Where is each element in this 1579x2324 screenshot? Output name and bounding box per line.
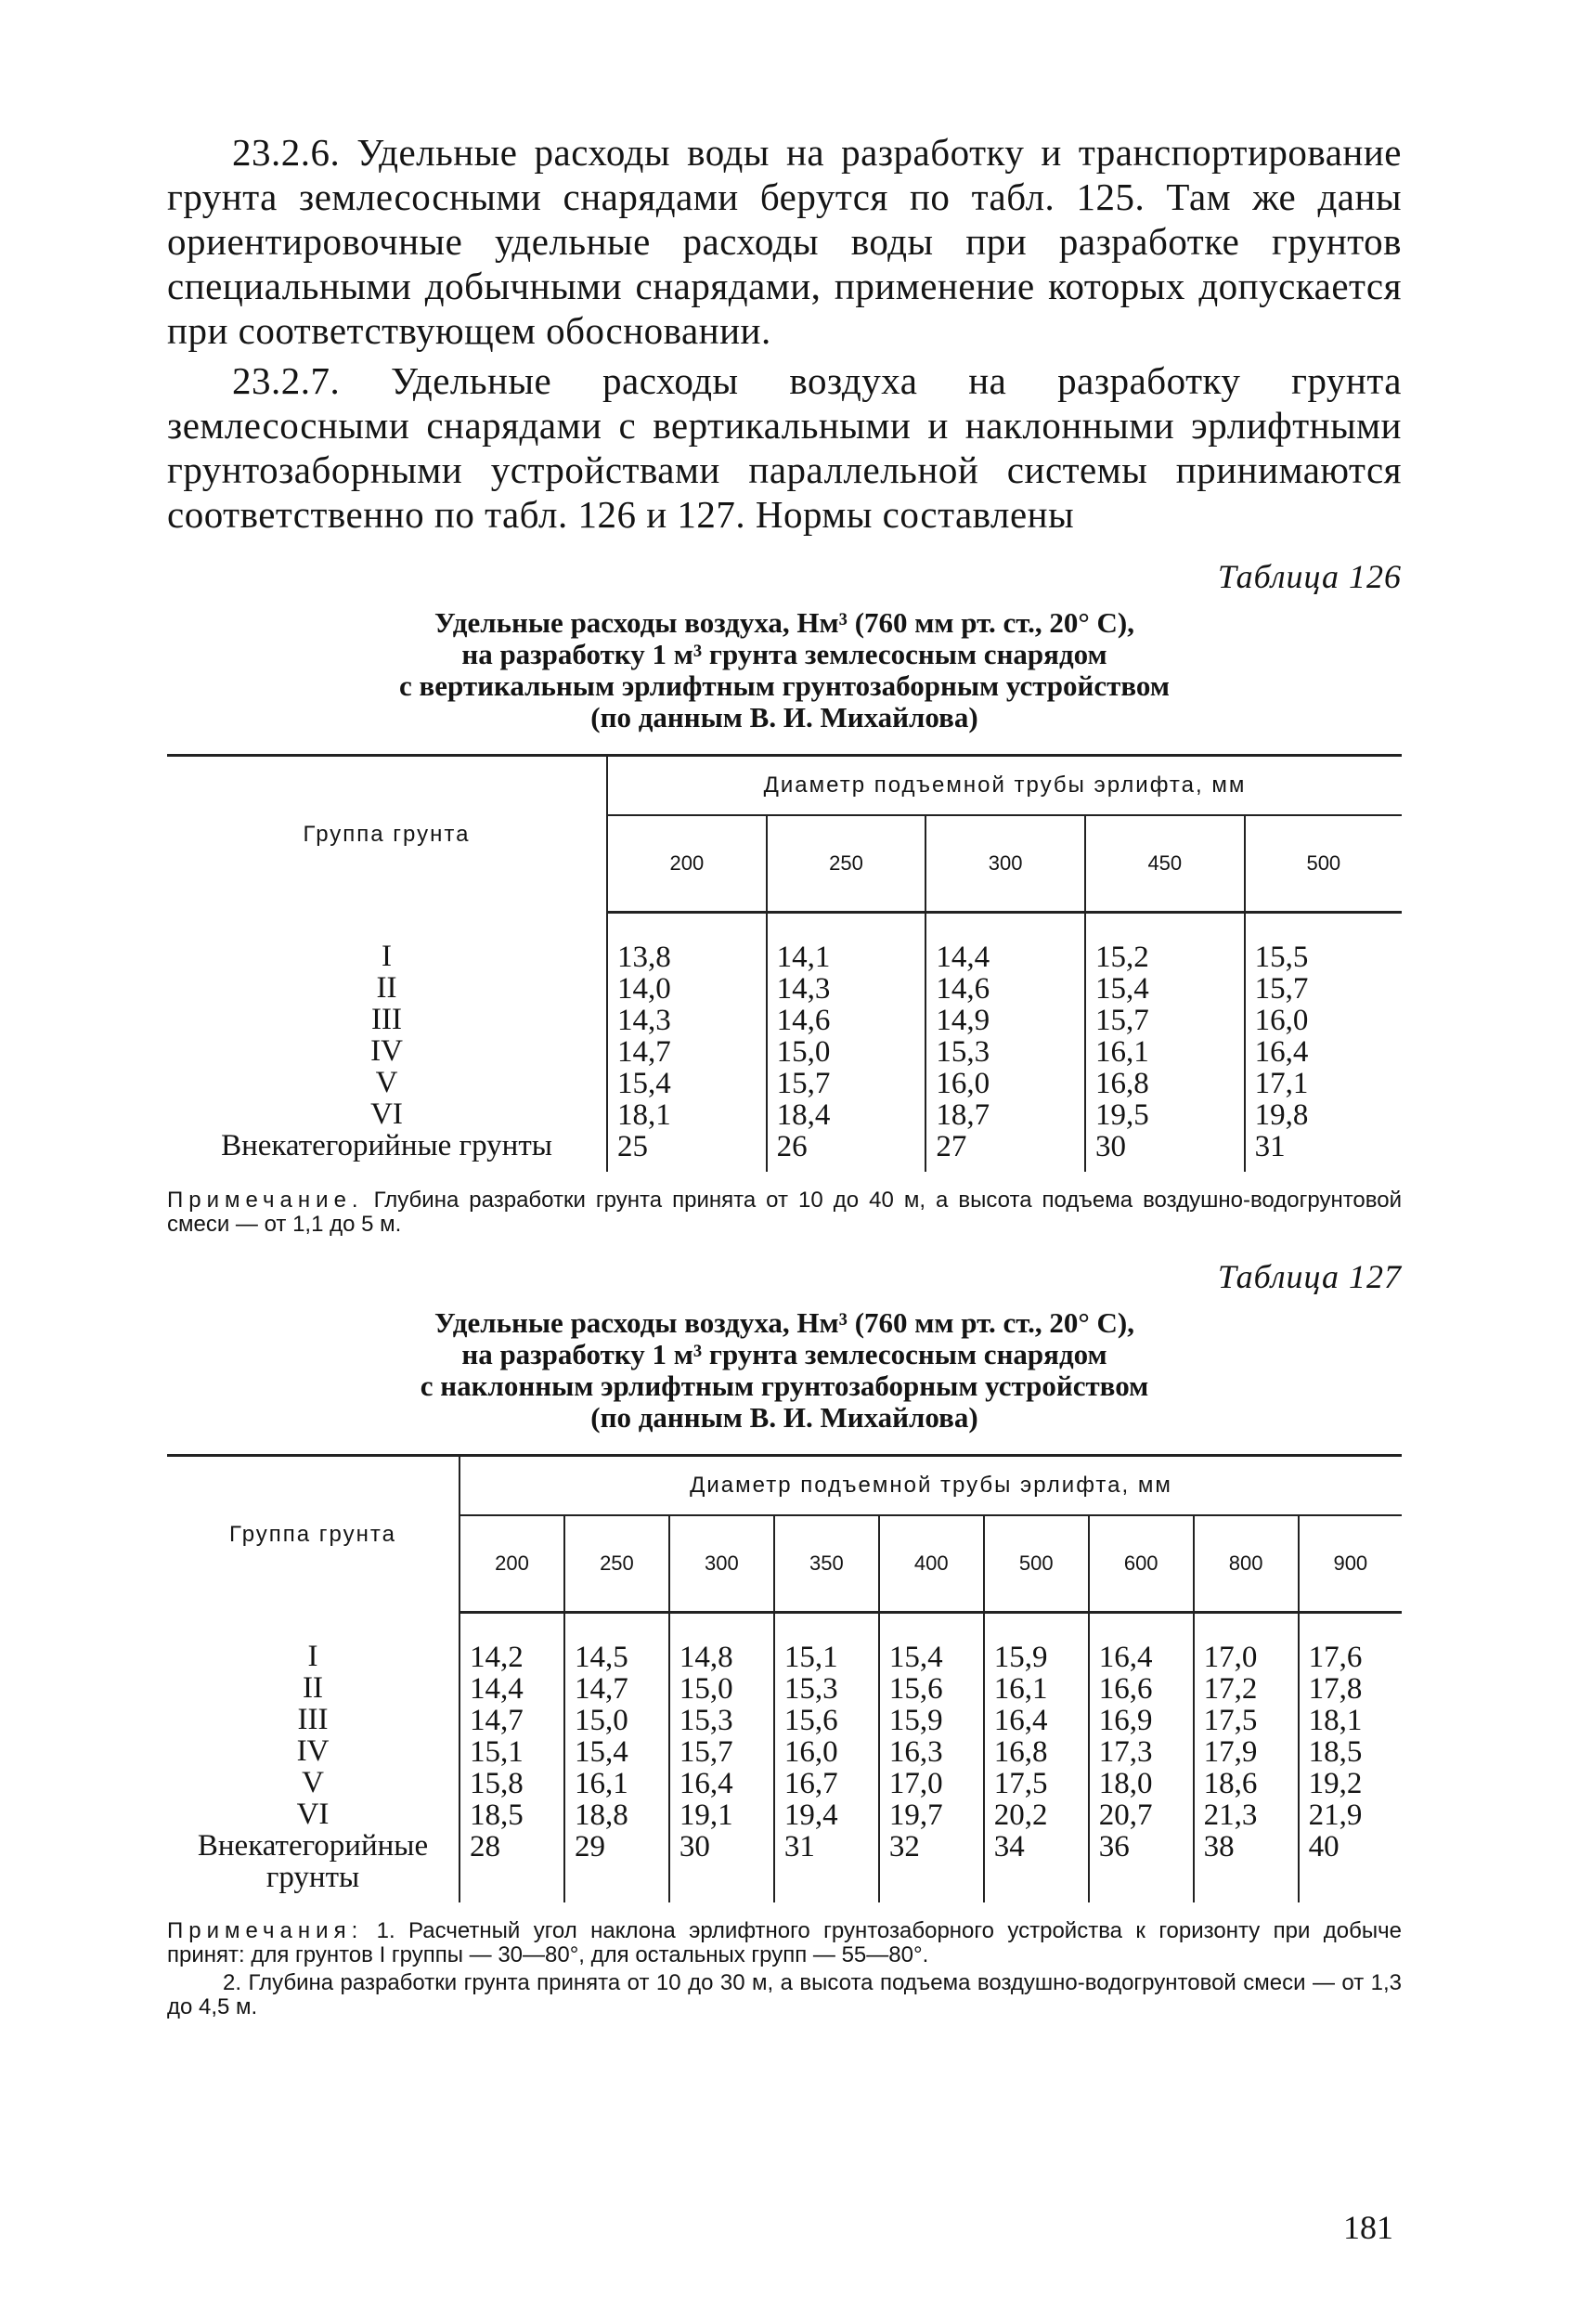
value-cell: 19,1: [679, 1798, 733, 1832]
value-cell: 14,2: [470, 1641, 524, 1674]
value-cell: 17,5: [1203, 1704, 1258, 1737]
value-cell: 18,5: [470, 1798, 524, 1832]
caption-line: Удельные расходы воздуха, Нм³ (760 мм рт. ст., 20° С),: [434, 606, 1134, 639]
value-cell: 14,8: [679, 1641, 733, 1674]
table-row: [167, 1613, 1402, 1902]
value-cell: 18,1: [617, 1098, 671, 1132]
value-cell: 15,0: [776, 1035, 831, 1069]
caption-line: Удельные расходы воздуха, Нм³ (760 мм рт. ст., 20° С),: [434, 1306, 1134, 1339]
value-cell: 16,1: [574, 1767, 628, 1800]
value-cell: 31: [1254, 1130, 1286, 1163]
value-cell: 15,1: [783, 1641, 838, 1674]
value-cell: 16,1: [1094, 1035, 1149, 1069]
value-column-500: [1245, 913, 1402, 1173]
value-cell: 17,8: [1308, 1672, 1363, 1706]
value-cell: 15,7: [1254, 972, 1309, 1006]
note-label: Примечания:: [167, 1917, 364, 1943]
soil-group: IV: [370, 1033, 403, 1068]
value-cell: 19,8: [1254, 1098, 1309, 1132]
value-cell: 16,0: [936, 1067, 990, 1100]
value-cell: 29: [574, 1830, 605, 1863]
table-126: [167, 754, 1402, 1172]
table-127: [167, 1454, 1402, 1902]
value-cell: 17,2: [1203, 1672, 1258, 1706]
value-cell: 20,7: [1098, 1798, 1153, 1832]
value-column-900: [1299, 1613, 1402, 1902]
value-cell: 20,2: [993, 1798, 1048, 1832]
value-cell: 28: [470, 1830, 500, 1863]
diameter-header: 800: [1194, 1515, 1299, 1613]
value-column-400: [879, 1613, 984, 1902]
value-column-800: [1194, 1613, 1299, 1902]
soil-group: III: [371, 1002, 402, 1036]
page-number: 181: [1343, 2209, 1393, 2246]
value-cell: 21,9: [1308, 1798, 1363, 1832]
table-126-label: Таблица 126: [1217, 558, 1402, 595]
paragraph-23-2-6: 23.2.6. Удельные расходы воды на разработку и транспортирование грунта землесосными снарядами берутся по табл. 125. Там же даны ориентировочные удельные расходы воды при разработке грунтов специальными добычными снарядами, применение которых допускается при соответствующем обосновании.: [167, 131, 1402, 352]
soil-group: V: [302, 1765, 324, 1799]
value-cell: 15,4: [617, 1067, 671, 1100]
value-column-450: [1085, 913, 1245, 1173]
value-column-200: [607, 913, 767, 1173]
value-cell: 30: [1094, 1130, 1126, 1163]
diameter-header: 350: [774, 1515, 879, 1613]
table-127-caption: [167, 1307, 1402, 1434]
value-cell: 26: [776, 1130, 808, 1163]
soil-group: I: [307, 1639, 318, 1673]
paragraph-23-2-7: 23.2.7. Удельные расходы воздуха на разработку грунта землесосными снарядами с вертикальными и наклонными эрлифтными грунтозаборными устройствами параллельной системы принимаются соответственно по табл. 126 и 127. Нормы составлены: [167, 359, 1402, 536]
value-cell: 19,4: [783, 1798, 838, 1832]
value-cell: 30: [679, 1830, 710, 1863]
value-cell: 18,5: [1308, 1735, 1363, 1769]
value-cell: 14,3: [776, 972, 831, 1006]
value-cell: 16,4: [1098, 1641, 1153, 1674]
value-cell: 16,1: [993, 1672, 1048, 1706]
value-cell: 18,1: [1308, 1704, 1363, 1737]
value-cell: 17,1: [1254, 1067, 1309, 1100]
table-127-note-1: [167, 1919, 1402, 1967]
value-cell: 14,0: [617, 972, 671, 1006]
value-cell: 36: [1098, 1830, 1130, 1863]
diameter-header: 400: [879, 1515, 984, 1613]
note-text: Глубина разработки грунта принята от 10 до 40 м, а высота подъема воздушно-водогрунтовой смеси — от 1,1 до 5 м.: [167, 1188, 1402, 1237]
caption-line: с наклонным эрлифтным грунтозаборным устройством: [420, 1370, 1149, 1402]
value-cell: 31: [783, 1830, 815, 1863]
value-cell: 16,0: [783, 1735, 838, 1769]
value-column-200: [459, 1613, 564, 1902]
value-column-500: [984, 1613, 1089, 1902]
value-cell: 14,7: [617, 1035, 671, 1069]
caption-line: на разработку 1 м³ грунта землесосным снарядом: [461, 638, 1107, 670]
column-header-group: Группа грунта: [167, 1456, 459, 1613]
table-127-label: Таблица 127: [1217, 1258, 1402, 1295]
value-cell: 14,7: [470, 1704, 524, 1737]
soil-group: IV: [296, 1733, 330, 1768]
value-cell: 15,0: [574, 1704, 628, 1737]
soil-group: грунты: [265, 1860, 360, 1894]
value-cell: 17,9: [1203, 1735, 1258, 1769]
table-row: [167, 913, 1402, 1173]
table-127-note-2: 2. Глубина разработки грунта принята от 10 до 30 м, а высота подъема воздушно-водогрунтовой смеси — от 1,3 до 4,5 м.: [167, 1969, 1402, 2019]
value-column-350: [774, 1613, 879, 1902]
diameter-header: 500: [1245, 815, 1402, 913]
value-cell: 18,4: [776, 1098, 831, 1132]
soil-group: V: [375, 1065, 398, 1099]
value-cell: 14,6: [936, 972, 990, 1006]
value-cell: 19,5: [1094, 1098, 1149, 1132]
value-cell: 15,1: [470, 1735, 524, 1769]
table-126-caption: [167, 607, 1402, 734]
value-column-300: [925, 913, 1085, 1173]
diameter-header: 500: [984, 1515, 1089, 1613]
soil-group-column: [167, 913, 607, 1173]
value-cell: 15,7: [1094, 1004, 1149, 1037]
value-cell: 16,8: [993, 1735, 1048, 1769]
value-cell: 15,3: [936, 1035, 990, 1069]
value-cell: 19,7: [888, 1798, 943, 1832]
diameter-header: 900: [1299, 1515, 1402, 1613]
value-column-250: [767, 913, 926, 1173]
table-126-note: [167, 1188, 1402, 1237]
diameter-header: 250: [564, 1515, 669, 1613]
value-cell: 17,5: [993, 1767, 1048, 1800]
value-cell: 32: [888, 1830, 920, 1863]
value-cell: 17,6: [1308, 1641, 1363, 1674]
value-cell: 14,7: [574, 1672, 628, 1706]
value-column-250: [564, 1613, 669, 1902]
value-cell: 19,2: [1308, 1767, 1363, 1800]
value-cell: 17,0: [888, 1767, 943, 1800]
value-cell: 14,4: [936, 941, 990, 974]
value-cell: 16,4: [679, 1767, 733, 1800]
soil-group-column: [167, 1613, 459, 1902]
value-cell: 16,3: [888, 1735, 943, 1769]
value-cell: 16,8: [1094, 1067, 1149, 1100]
diameter-header: 600: [1089, 1515, 1194, 1613]
diameter-header: 250: [767, 815, 926, 913]
soil-group: VI: [370, 1097, 403, 1131]
diameter-header: 200: [459, 1515, 564, 1613]
value-cell: 15,4: [1094, 972, 1149, 1006]
value-column-300: [669, 1613, 774, 1902]
value-cell: 16,7: [783, 1767, 838, 1800]
soil-group: Внекатегорийные грунты: [221, 1128, 552, 1162]
value-cell: 15,0: [679, 1672, 733, 1706]
diameter-header: 200: [607, 815, 767, 913]
column-header-diameter: Диаметр подъемной трубы эрлифта, мм: [607, 756, 1402, 816]
note-label: Примечание.: [167, 1188, 364, 1213]
value-cell: 17,0: [1203, 1641, 1258, 1674]
value-cell: 38: [1203, 1830, 1235, 1863]
value-cell: 15,5: [1254, 941, 1309, 974]
caption-line: (по данным В. И. Михайлова): [590, 701, 978, 734]
caption-line: на разработку 1 м³ грунта землесосным снарядом: [461, 1338, 1107, 1370]
value-cell: 34: [993, 1830, 1025, 1863]
diameter-header: 450: [1085, 815, 1245, 913]
page: [167, 130, 1402, 2019]
value-cell: 15,4: [888, 1641, 943, 1674]
caption-line: (по данным В. И. Михайлова): [590, 1401, 978, 1434]
soil-group: I: [382, 939, 392, 973]
value-cell: 14,9: [936, 1004, 990, 1037]
value-cell: 15,4: [574, 1735, 628, 1769]
value-cell: 17,3: [1098, 1735, 1153, 1769]
caption-line: с вертикальным эрлифтным грунтозаборным устройством: [399, 669, 1170, 702]
value-cell: 16,4: [993, 1704, 1048, 1737]
diameter-header: 300: [669, 1515, 774, 1613]
value-cell: 27: [936, 1130, 967, 1163]
value-cell: 15,3: [783, 1672, 838, 1706]
value-cell: 15,2: [1094, 941, 1149, 974]
value-cell: 15,3: [679, 1704, 733, 1737]
value-cell: 15,8: [470, 1767, 524, 1800]
value-cell: 14,4: [470, 1672, 524, 1706]
diameter-header: 300: [925, 815, 1085, 913]
value-cell: 15,7: [776, 1067, 831, 1100]
value-cell: 15,6: [888, 1672, 943, 1706]
value-cell: 14,1: [776, 941, 831, 974]
value-cell: 15,7: [679, 1735, 733, 1769]
value-cell: 18,8: [574, 1798, 628, 1832]
value-cell: 14,6: [776, 1004, 831, 1037]
note-text: 1. Расчетный угол наклона эрлифтного грунтозаборного устройства к горизонту при добыче принят: для грунтов I группы — 30—80°, для остальных групп — 55—80°.: [167, 1917, 1402, 1967]
value-cell: 15,6: [783, 1704, 838, 1737]
value-cell: 13,8: [617, 941, 671, 974]
value-cell: 21,3: [1203, 1798, 1258, 1832]
value-cell: 25: [617, 1130, 648, 1163]
value-cell: 16,9: [1098, 1704, 1153, 1737]
value-cell: 18,0: [1098, 1767, 1153, 1800]
value-cell: 40: [1308, 1830, 1340, 1863]
value-cell: 18,6: [1203, 1767, 1258, 1800]
value-cell: 15,9: [888, 1704, 943, 1737]
soil-group: II: [376, 970, 397, 1005]
value-cell: 16,0: [1254, 1004, 1309, 1037]
value-cell: 18,7: [936, 1098, 990, 1132]
soil-group: II: [303, 1670, 323, 1705]
value-cell: 15,9: [993, 1641, 1048, 1674]
value-cell: 14,3: [617, 1004, 671, 1037]
value-cell: 16,4: [1254, 1035, 1309, 1069]
soil-group: III: [297, 1702, 329, 1736]
soil-group: VI: [296, 1797, 330, 1831]
soil-group: Внекатегорийные: [197, 1828, 429, 1863]
column-header-group: Группа грунта: [167, 756, 607, 913]
value-cell: 14,5: [574, 1641, 628, 1674]
column-header-diameter: Диаметр подъемной трубы эрлифта, мм: [459, 1456, 1402, 1516]
value-column-600: [1089, 1613, 1194, 1902]
value-cell: 16,6: [1098, 1672, 1153, 1706]
